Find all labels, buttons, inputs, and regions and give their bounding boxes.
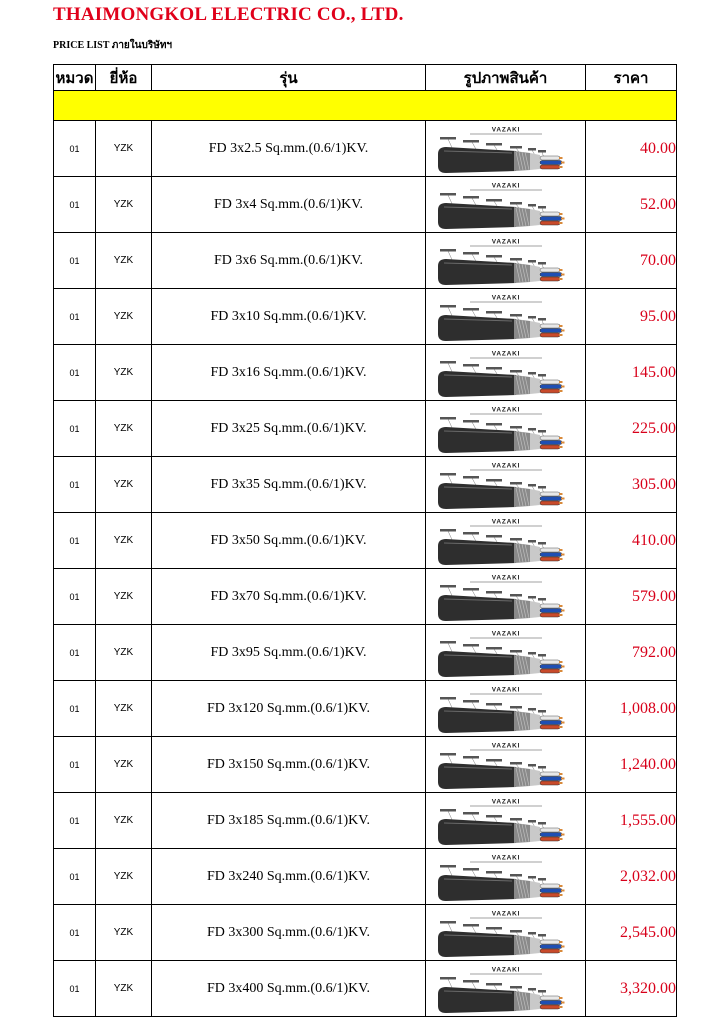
product-image-cell — [426, 737, 586, 793]
brand-cell: YZK — [96, 793, 152, 849]
cable-image — [430, 684, 582, 734]
category-cell: 01 — [54, 233, 96, 289]
company-name: THAIMONGKOL ELECTRIC CO., LTD. — [53, 4, 404, 25]
brand-cell: YZK — [96, 849, 152, 905]
product-image-cell — [426, 961, 586, 1017]
table-row — [54, 737, 677, 793]
cable-image — [430, 628, 582, 678]
brand-cell: YZK — [96, 513, 152, 569]
price-cell: 40.00 — [586, 121, 677, 177]
model-cell: FD 3x25 Sq.mm.(0.6/1)KV. — [152, 401, 426, 457]
header-model: รุ่น — [152, 65, 426, 91]
price-cell: 225.00 — [586, 401, 677, 457]
header-price: ราคา — [586, 65, 677, 91]
cable-image — [430, 180, 582, 230]
model-cell: FD 3x95 Sq.mm.(0.6/1)KV. — [152, 625, 426, 681]
table-row — [54, 289, 677, 345]
category-cell: 01 — [54, 793, 96, 849]
category-cell: 01 — [54, 569, 96, 625]
price-cell: 70.00 — [586, 233, 677, 289]
price-list-subtitle: PRICE LIST ภายในบริษัทฯ — [53, 40, 173, 51]
cable-brand-label: VAZAKI — [491, 854, 520, 861]
cable-image — [430, 740, 582, 790]
product-image-cell — [426, 345, 586, 401]
cable-brand-label: VAZAKI — [491, 462, 520, 469]
product-image-cell — [426, 457, 586, 513]
cable-brand-label: VAZAKI — [491, 350, 520, 357]
category-cell: 01 — [54, 401, 96, 457]
cable-brand-label: VAZAKI — [491, 966, 520, 973]
cable-brand-label: VAZAKI — [491, 406, 520, 413]
cable-brand-label: VAZAKI — [491, 126, 520, 133]
model-cell: FD 3x2.5 Sq.mm.(0.6/1)KV. — [152, 121, 426, 177]
brand-cell: YZK — [96, 625, 152, 681]
cable-brand-label: VAZAKI — [491, 294, 520, 301]
product-image-cell — [426, 681, 586, 737]
cable-image — [430, 460, 582, 510]
price-cell: 2,545.00 — [586, 905, 677, 961]
price-cell: 1,240.00 — [586, 737, 677, 793]
model-cell: FD 3x4 Sq.mm.(0.6/1)KV. — [152, 177, 426, 233]
model-cell: FD 3x185 Sq.mm.(0.6/1)KV. — [152, 793, 426, 849]
brand-cell: YZK — [96, 233, 152, 289]
cable-image — [430, 348, 582, 398]
product-image-cell — [426, 121, 586, 177]
table-row — [54, 569, 677, 625]
model-cell: FD 3x10 Sq.mm.(0.6/1)KV. — [152, 289, 426, 345]
cable-image — [430, 404, 582, 454]
cable-image — [430, 236, 582, 286]
yellow-highlight-row — [54, 91, 677, 121]
header-image: รูปภาพสินค้า — [426, 65, 586, 91]
brand-cell: YZK — [96, 401, 152, 457]
price-cell: 3,320.00 — [586, 961, 677, 1017]
cable-brand-label: VAZAKI — [491, 518, 520, 525]
brand-cell: YZK — [96, 961, 152, 1017]
product-image-cell — [426, 793, 586, 849]
cable-image — [430, 292, 582, 342]
model-cell: FD 3x150 Sq.mm.(0.6/1)KV. — [152, 737, 426, 793]
price-table — [53, 64, 677, 1017]
model-cell: FD 3x400 Sq.mm.(0.6/1)KV. — [152, 961, 426, 1017]
price-cell: 95.00 — [586, 289, 677, 345]
yellow-highlight-cell — [54, 91, 677, 121]
price-cell: 792.00 — [586, 625, 677, 681]
table-row — [54, 457, 677, 513]
brand-cell: YZK — [96, 737, 152, 793]
cable-brand-label: VAZAKI — [491, 182, 520, 189]
cable-brand-label: VAZAKI — [491, 742, 520, 749]
price-cell: 305.00 — [586, 457, 677, 513]
category-cell: 01 — [54, 849, 96, 905]
cable-image — [430, 964, 582, 1014]
category-cell: 01 — [54, 177, 96, 233]
category-cell: 01 — [54, 513, 96, 569]
product-image-cell — [426, 177, 586, 233]
table-header-row — [54, 65, 677, 91]
cable-brand-label: VAZAKI — [491, 798, 520, 805]
category-cell: 01 — [54, 121, 96, 177]
product-image-cell — [426, 905, 586, 961]
cable-brand-label: VAZAKI — [491, 238, 520, 245]
price-cell: 1,008.00 — [586, 681, 677, 737]
price-cell: 410.00 — [586, 513, 677, 569]
header-brand: ยี่ห้อ — [96, 65, 152, 91]
header-category: หมวด — [54, 65, 96, 91]
brand-cell: YZK — [96, 681, 152, 737]
category-cell: 01 — [54, 625, 96, 681]
price-cell: 145.00 — [586, 345, 677, 401]
cable-image — [430, 908, 582, 958]
cable-image — [430, 124, 582, 174]
model-cell: FD 3x50 Sq.mm.(0.6/1)KV. — [152, 513, 426, 569]
cable-brand-label: VAZAKI — [491, 574, 520, 581]
table-row — [54, 849, 677, 905]
model-cell: FD 3x240 Sq.mm.(0.6/1)KV. — [152, 849, 426, 905]
brand-cell: YZK — [96, 177, 152, 233]
brand-cell: YZK — [96, 569, 152, 625]
price-cell: 1,555.00 — [586, 793, 677, 849]
table-row — [54, 961, 677, 1017]
model-cell: FD 3x16 Sq.mm.(0.6/1)KV. — [152, 345, 426, 401]
table-row — [54, 793, 677, 849]
model-cell: FD 3x300 Sq.mm.(0.6/1)KV. — [152, 905, 426, 961]
table-row — [54, 177, 677, 233]
brand-cell: YZK — [96, 457, 152, 513]
model-cell: FD 3x35 Sq.mm.(0.6/1)KV. — [152, 457, 426, 513]
category-cell: 01 — [54, 961, 96, 1017]
cable-image — [430, 516, 582, 566]
cable-image — [430, 796, 582, 846]
category-cell: 01 — [54, 737, 96, 793]
brand-cell: YZK — [96, 345, 152, 401]
product-image-cell — [426, 849, 586, 905]
cable-image — [430, 572, 582, 622]
model-cell: FD 3x6 Sq.mm.(0.6/1)KV. — [152, 233, 426, 289]
model-cell: FD 3x70 Sq.mm.(0.6/1)KV. — [152, 569, 426, 625]
table-row — [54, 681, 677, 737]
table-row — [54, 345, 677, 401]
cable-image — [430, 852, 582, 902]
category-cell: 01 — [54, 345, 96, 401]
table-row — [54, 625, 677, 681]
product-image-cell — [426, 569, 586, 625]
price-cell: 52.00 — [586, 177, 677, 233]
table-row — [54, 233, 677, 289]
category-cell: 01 — [54, 681, 96, 737]
category-cell: 01 — [54, 457, 96, 513]
table-row — [54, 905, 677, 961]
table-row — [54, 513, 677, 569]
brand-cell: YZK — [96, 905, 152, 961]
table-row — [54, 401, 677, 457]
cable-brand-label: VAZAKI — [491, 686, 520, 693]
cable-brand-label: VAZAKI — [491, 630, 520, 637]
product-image-cell — [426, 233, 586, 289]
category-cell: 01 — [54, 905, 96, 961]
price-cell: 2,032.00 — [586, 849, 677, 905]
product-image-cell — [426, 625, 586, 681]
product-image-cell — [426, 401, 586, 457]
cable-brand-label: VAZAKI — [491, 910, 520, 917]
brand-cell: YZK — [96, 121, 152, 177]
model-cell: FD 3x120 Sq.mm.(0.6/1)KV. — [152, 681, 426, 737]
brand-cell: YZK — [96, 289, 152, 345]
product-image-cell — [426, 289, 586, 345]
price-cell: 579.00 — [586, 569, 677, 625]
table-row — [54, 121, 677, 177]
category-cell: 01 — [54, 289, 96, 345]
product-image-cell — [426, 513, 586, 569]
